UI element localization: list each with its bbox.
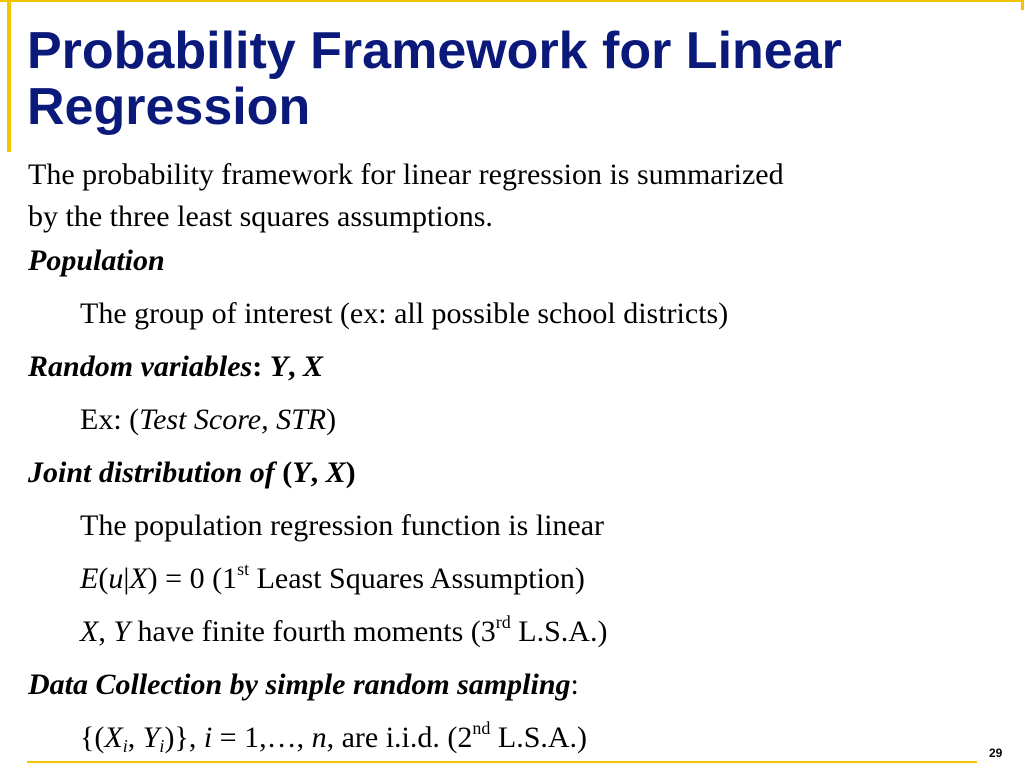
data-collection-label: Data Collection by simple random sampling [28, 668, 571, 701]
intro-line-1: The probability framework for linear regression is summarized [28, 158, 784, 191]
first-assumption-item: E(u|X) = 0 (1st Least Squares Assumption) [80, 559, 585, 595]
data-collection-colon: : [570, 668, 579, 701]
data-collection-heading [28, 668, 579, 702]
conditioning-x: X [129, 562, 148, 595]
joint-distribution-heading [28, 456, 356, 490]
population-description: The group of interest (ex: all possible school districts) [80, 297, 729, 330]
left-accent-rule [7, 0, 11, 152]
bottom-accent-rule [27, 761, 977, 763]
example-prefix: Ex: ( [80, 403, 140, 436]
sample-y: Y [142, 721, 160, 754]
regression-function-item: The population regression function is linear [80, 509, 605, 542]
variable-comma: , [288, 350, 304, 383]
sample-x: X [104, 721, 123, 754]
moment-x: X [80, 615, 99, 648]
sample-x-subscript: i [122, 736, 128, 756]
random-variables-colon: : [252, 350, 270, 383]
slide-number: 29 [989, 746, 1003, 760]
moment-y: Y [113, 615, 131, 648]
error-u: u [108, 562, 124, 595]
expectation-e: E [80, 562, 99, 595]
sample-size-n: n [311, 721, 327, 754]
population-heading: Population [28, 244, 165, 277]
ordinal-rd: rd [495, 612, 511, 632]
joint-comma: , [310, 456, 326, 489]
slide-title: Probability Framework for Linear Regression [27, 22, 842, 136]
sample-y-subscript: i [159, 736, 165, 756]
intro-line-2: by the three least squares assumptions. [28, 200, 493, 233]
variable-y: Y [269, 350, 289, 383]
ordinal-st: st [237, 559, 250, 579]
variable-x: X [303, 350, 324, 383]
third-assumption-item: X, Y have finite fourth moments (3rd L.S.A.) [80, 612, 608, 648]
joint-close-paren: ) [345, 456, 356, 489]
example-suffix: ) [326, 403, 337, 436]
random-variables-example [80, 403, 336, 437]
ordinal-nd: nd [472, 718, 491, 738]
joint-variable-x: X [325, 456, 346, 489]
second-assumption-item: {($X_i$, $Y_i$)}, i = 1,…, n, are i.i.d. (2nd L.S.A.) [80, 718, 588, 756]
random-variables-heading [28, 350, 323, 384]
example-variables: Test Score, STR [139, 403, 327, 436]
top-accent-rule [0, 0, 1024, 10]
joint-distribution-label: Joint distribution of [28, 456, 275, 489]
joint-variable-y: Y [292, 456, 311, 489]
index-i: i [203, 721, 213, 754]
random-variables-label: Random variables [28, 350, 253, 383]
joint-open-paren: ( [274, 456, 293, 489]
